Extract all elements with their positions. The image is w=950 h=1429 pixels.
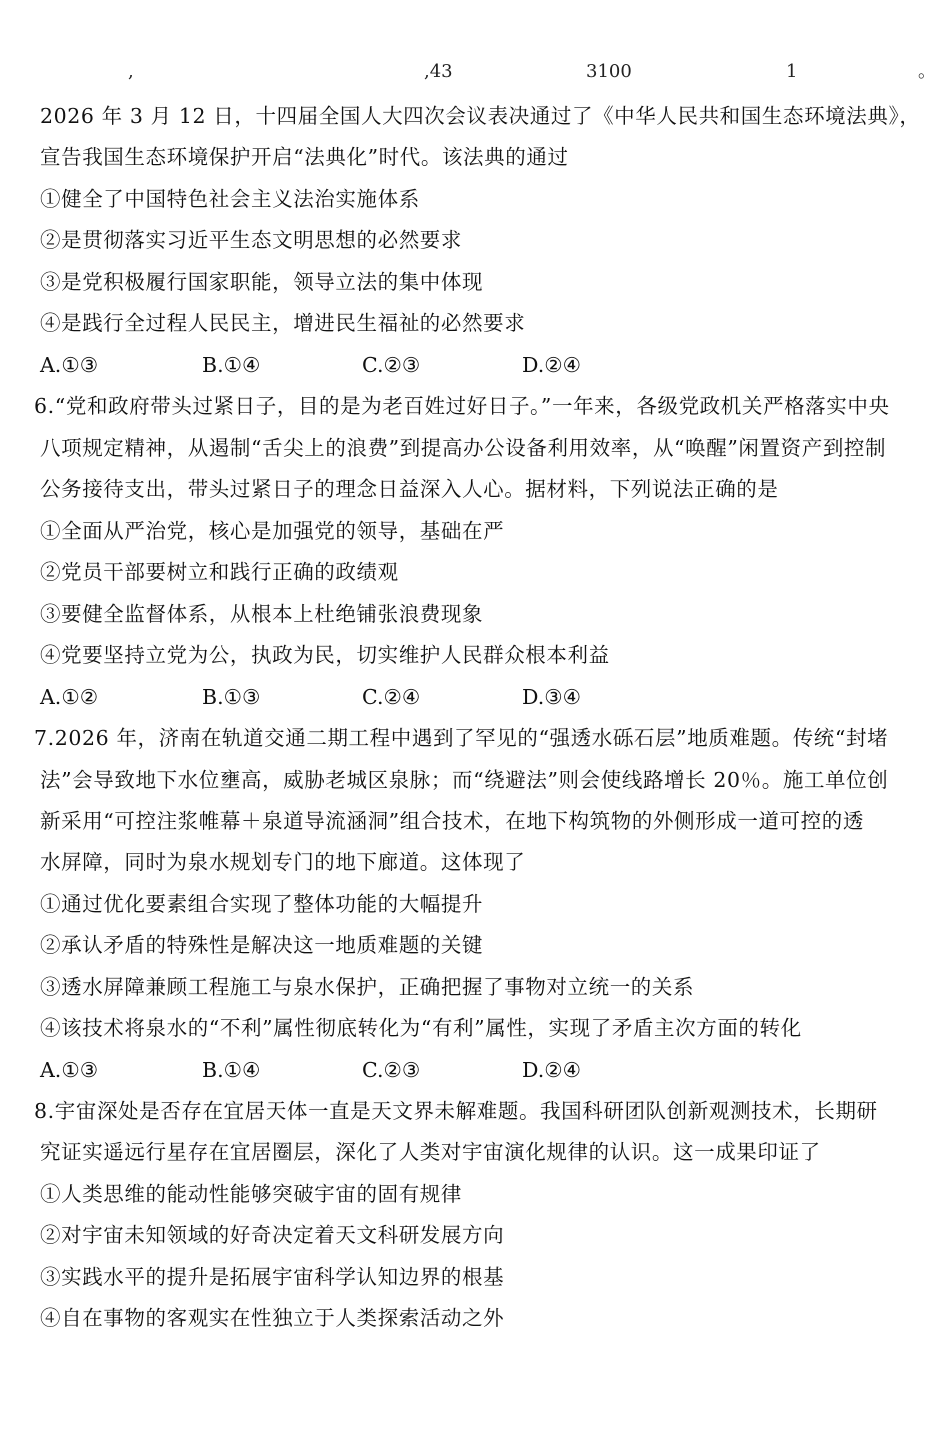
statement-option: ④党要坚持立党为公，执政为民，切实维护人民群众根本利益	[40, 643, 610, 667]
choice-d[interactable]: D.②④	[522, 353, 581, 377]
question-stem-line: 8.宇宙深处是否存在宜居天体一直是天文界未解难题。我国科研团队创新观测技术，长期研	[34, 1099, 878, 1123]
choice-d[interactable]: D.②④	[522, 1058, 581, 1082]
choice-d[interactable]: D.③④	[522, 685, 581, 709]
question-stem-line: 水屏障，同时为泉水规划专门的地下廊道。这体现了	[40, 850, 526, 874]
choice-a[interactable]: A.①③	[40, 353, 99, 377]
question-stem-line: 6.“党和政府带头过紧日子，目的是为老百姓过好日子。”一年来，各级党政机关严格落实中央	[34, 394, 890, 418]
statement-option: ④该技术将泉水的“不利”属性彻底转化为“有利”属性，实现了矛盾主次方面的转化	[40, 1016, 802, 1040]
statement-option: ①人类思维的能动性能够突破宇宙的固有规律	[40, 1182, 462, 1206]
question-stem-line: 究证实遥远行星存在宜居圈层，深化了人类对宇宙演化规律的认识。这一成果印证了	[40, 1140, 821, 1164]
question-stem-line: 宣告我国生态环境保护开启“法典化”时代。该法典的通过	[40, 145, 569, 169]
statement-option: ②对宇宙未知领域的好奇决定着天文科研发展方向	[40, 1223, 505, 1247]
statement-option: ①全面从严治党，核心是加强党的领导，基础在严	[40, 519, 505, 543]
answer-choices	[40, 351, 740, 379]
statement-option: ②党员干部要树立和践行正确的政绩观	[40, 560, 399, 584]
choice-a[interactable]: A.①②	[40, 685, 99, 709]
statement-option: ①通过优化要素组合实现了整体功能的大幅提升	[40, 892, 484, 916]
cropped-fragment: 。	[918, 62, 936, 82]
statement-option: ③要健全监督体系，从根本上杜绝铺张浪费现象	[40, 602, 484, 626]
choice-a[interactable]: A.①③	[40, 1058, 99, 1082]
answer-choices	[40, 1056, 740, 1084]
statement-option: ③是党积极履行国家职能，领导立法的集中体现	[40, 270, 484, 294]
statement-option: ②承认矛盾的特殊性是解决这一地质难题的关键	[40, 933, 484, 957]
statement-option: ②是贯彻落实习近平生态文明思想的必然要求	[40, 228, 462, 252]
cropped-fragment: ,43	[424, 62, 453, 82]
statement-option: ④是践行全过程人民民主，增进民生福祉的必然要求	[40, 311, 526, 335]
question-stem-line: 八项规定精神，从遏制“舌尖上的浪费”到提高办公设备利用效率，从“唤醒”闲置资产到控制	[40, 436, 887, 460]
cropped-fragment: 3100	[586, 62, 632, 82]
question-stem-line: 法”会导致地下水位壅高，威胁老城区泉脉；而“绕避法”则会使线路增长 20％。施工单位创	[40, 768, 889, 792]
cropped-fragment: ,	[128, 62, 134, 82]
choice-c[interactable]: C.②③	[362, 353, 421, 377]
answer-choices	[40, 683, 740, 711]
choice-c[interactable]: C.②③	[362, 1058, 421, 1082]
choice-b[interactable]: B.①④	[202, 1058, 261, 1082]
cropped-fragment: 1	[786, 62, 798, 82]
question-stem-line: 新采用“可控注浆帷幕＋泉道导流涵洞”组合技术，在地下构筑物的外侧形成一道可控的透	[40, 809, 864, 833]
choice-b[interactable]: B.①③	[202, 685, 261, 709]
question-stem-line: 7.2026 年，济南在轨道交通二期工程中遇到了罕见的“强透水砾石层”地质难题。传统“封堵	[34, 726, 889, 750]
question-stem-line: 2026 年 3 月 12 日，十四届全国人大四次会议表决通过了《中华人民共和国生态环境法典》，	[40, 104, 921, 128]
statement-option: ③透水屏障兼顾工程施工与泉水保护，正确把握了事物对立统一的关系	[40, 975, 695, 999]
statement-option: ④自在事物的客观实在性独立于人类探索活动之外	[40, 1306, 505, 1330]
statement-option: ①健全了中国特色社会主义法治实施体系	[40, 187, 420, 211]
choice-b[interactable]: B.①④	[202, 353, 261, 377]
statement-option: ③实践水平的提升是拓展宇宙科学认知边界的根基	[40, 1265, 505, 1289]
choice-c[interactable]: C.②④	[362, 685, 421, 709]
question-stem-line: 公务接待支出，带头过紧日子的理念日益深入人心。据材料，下列说法正确的是	[40, 477, 779, 501]
